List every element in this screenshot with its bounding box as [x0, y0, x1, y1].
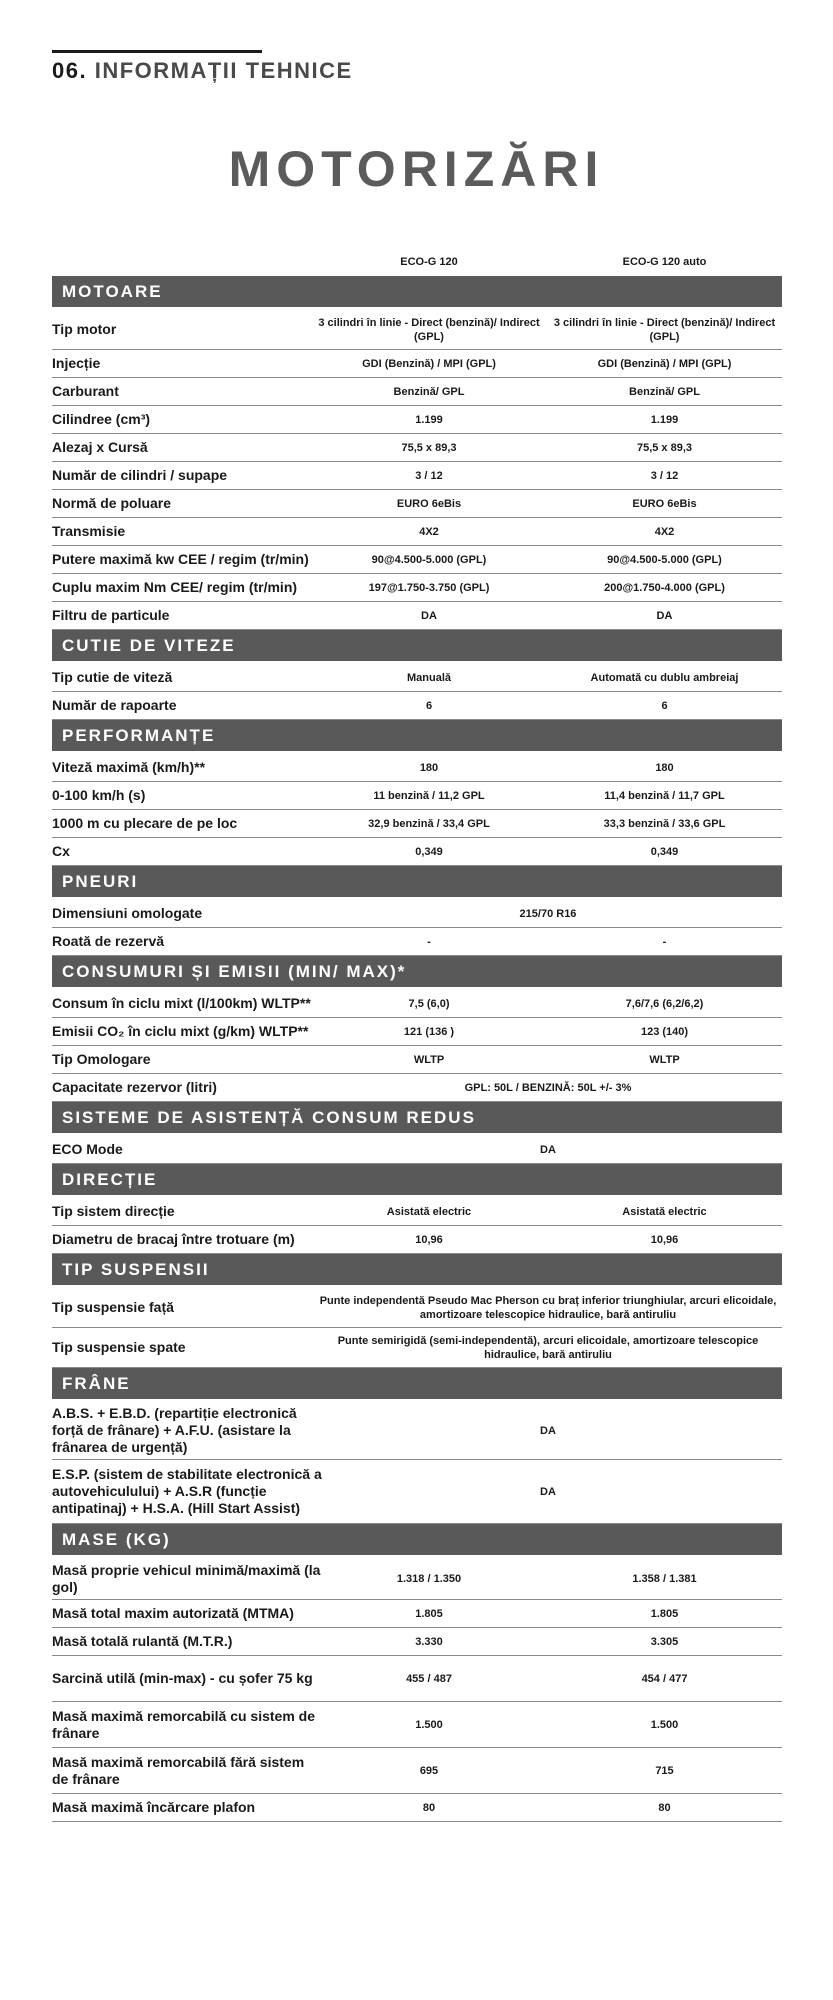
table-row: [52, 350, 782, 378]
row-value-1: Manuală: [406, 671, 451, 684]
row-label: Carburant: [52, 383, 119, 399]
header-rule: [52, 50, 262, 53]
row-value-1: 80: [422, 1801, 436, 1814]
row-label: Putere maximă kw CEE / regim (tr/min): [52, 551, 309, 567]
row-label: Sarcină utilă (min-max) - cu șofer 75 kg: [52, 1670, 313, 1686]
table-row: [52, 664, 782, 692]
row-label: Masă totală rulantă (M.T.R.): [52, 1633, 233, 1649]
row-value-shared: DA: [540, 1143, 556, 1156]
row-label: Transmisie: [52, 523, 126, 539]
row-value-1: 197@1.750-3.750 (GPL): [368, 581, 490, 594]
row-value-2: WLTP: [649, 1053, 680, 1066]
row-value-1: 695: [419, 1764, 439, 1777]
row-value-2: 90@4.500-5.000 (GPL): [607, 553, 722, 566]
group-header: FRÂNE: [52, 1368, 782, 1399]
row-label: Masă total maxim autorizată (MTMA): [52, 1605, 294, 1621]
row-value-shared: DA: [540, 1485, 556, 1498]
table-row: [52, 434, 782, 462]
row-label: Filtru de particule: [52, 607, 170, 623]
table-row: [52, 692, 782, 720]
table-row: [52, 1328, 782, 1368]
table-row: [52, 1402, 782, 1460]
row-value-shared: Punte semirigidă (semi-independentă), arcuri elicoidale, amortizoare telescopice hidraulice, bară antiruliu: [337, 1334, 759, 1361]
row-label: Viteză maximă (km/h)**: [52, 759, 206, 775]
table-row: [52, 1656, 782, 1702]
row-value-2: Benzină/ GPL: [629, 385, 700, 398]
table-row: [52, 1018, 782, 1046]
row-value-1: 121 (136 ): [403, 1025, 455, 1038]
row-value-2: 75,5 x 89,3: [636, 441, 693, 454]
table-row: [52, 1702, 782, 1748]
row-value-2: 6: [661, 699, 668, 712]
row-value-1: 75,5 x 89,3: [401, 441, 457, 454]
row-value-1: 11 benzină / 11,2 GPL: [373, 789, 485, 802]
table-row: [52, 1074, 782, 1102]
row-value-2: 0,349: [650, 845, 679, 858]
group-header: MOTOARE: [52, 276, 782, 307]
table-row: [52, 990, 782, 1018]
row-value-2: -: [662, 935, 667, 948]
row-label: Număr de cilindri / supape: [52, 467, 228, 483]
row-label: E.S.P. (sistem de stabilitate electronică a autovehiculului) + A.S.R (funcție antipatinaj) + H.S.A. (Hill Start Assist): [52, 1466, 322, 1516]
row-value-1: 90@4.500-5.000 (GPL): [371, 553, 487, 566]
row-value-2: 3.305: [650, 1635, 679, 1648]
table-row: [52, 1226, 782, 1254]
row-value-1: 3 / 12: [415, 469, 443, 482]
row-value-shared: Punte independentă Pseudo Mac Pherson cu braț inferior triunghiular, arcuri elicoidale, amortizoare telescopice hidraulice, bară antiruliu: [319, 1294, 777, 1321]
row-value-1: -: [427, 935, 431, 948]
section-heading: [52, 58, 353, 84]
row-label: Diametru de bracaj între trotuare (m): [52, 1231, 295, 1247]
row-value-shared: GPL: 50L / BENZINĂ: 50L +/- 3%: [464, 1081, 632, 1094]
group-header: SISTEME DE ASISTENȚĂ CONSUM REDUS: [52, 1102, 782, 1133]
group-header: CONSUMURI ȘI EMISII (MIN/ MAX)*: [52, 956, 782, 987]
table-row: [52, 1198, 782, 1226]
row-label: Masă maximă remorcabilă cu sistem de frânare: [52, 1707, 316, 1741]
row-label: Număr de rapoarte: [52, 697, 177, 713]
row-label: Masă maximă remorcabilă fără sistem de frânare: [52, 1753, 305, 1787]
page-title: MOTORIZĂRI: [228, 141, 605, 197]
column-header-1: ECO-G 120: [400, 256, 458, 268]
row-label: 1000 m cu plecare de pe loc: [52, 815, 238, 831]
row-label: Tip motor: [52, 321, 117, 337]
column-header-2: ECO-G 120 auto: [622, 256, 707, 268]
section-number: 06.: [52, 58, 88, 83]
row-value-2: 80: [658, 1801, 671, 1814]
row-value-1: 10,96: [415, 1233, 443, 1246]
section-name: INFORMAȚII TEHNICE: [94, 58, 353, 83]
row-value-2: 1.199: [650, 413, 679, 426]
row-value-shared: DA: [540, 1424, 556, 1437]
row-value-2: 180: [655, 761, 674, 774]
row-value-2: DA: [656, 609, 673, 622]
row-label: Tip sistem direcție: [52, 1203, 175, 1219]
row-label: Masă maximă încărcare plafon: [52, 1799, 256, 1815]
row-value-2: EURO 6eBis: [632, 497, 697, 510]
row-label: A.B.S. + E.B.D. (repartiție electronică forță de frânare) + A.F.U. (asistare la frânarea de urgență): [52, 1405, 297, 1455]
row-value-2: 3 / 12: [650, 469, 679, 482]
table-row: [52, 838, 782, 866]
table-row: [52, 574, 782, 602]
row-value-2: Automată cu dublu ambreiaj: [590, 671, 739, 684]
row-label: Cx: [52, 843, 70, 859]
row-value-1: 3.330: [415, 1635, 443, 1648]
table-row: [52, 1288, 782, 1328]
row-label: Tip suspensie spate: [52, 1339, 186, 1355]
row-value-2: 1.358 / 1.381: [632, 1572, 697, 1585]
row-value-1: 32,9 benzină / 33,4 GPL: [368, 817, 490, 830]
row-label: Roată de rezervă: [52, 933, 165, 949]
table-row: [52, 928, 782, 956]
group-header: PERFORMANȚE: [52, 720, 782, 751]
row-label: Tip cutie de viteză: [52, 669, 173, 685]
row-value-1: 1.318 / 1.350: [396, 1572, 462, 1585]
row-label: Injecție: [52, 355, 101, 371]
row-value-1: EURO 6eBis: [396, 497, 462, 510]
row-label: Capacitate rezervor (litri): [52, 1079, 217, 1095]
row-value-1: 1.500: [415, 1718, 443, 1731]
row-value-1: 455 / 487: [406, 1672, 452, 1685]
specs-table: [52, 276, 782, 1822]
row-value-2: 3 cilindri în linie - Direct (benzină)/ Indirect (GPL): [553, 316, 776, 343]
row-label: Tip Omologare: [52, 1051, 151, 1067]
row-value-2: 4X2: [654, 525, 675, 538]
table-row: [52, 900, 782, 928]
row-value-1: Asistată electric: [386, 1205, 472, 1218]
group-header: PNEURI: [52, 866, 782, 897]
row-value-1: 6: [425, 699, 433, 712]
row-label: Masă proprie vehicul minimă/maximă (la gol): [52, 1561, 321, 1595]
table-row: [52, 782, 782, 810]
table-row: [52, 1748, 782, 1794]
table-row: [52, 462, 782, 490]
table-row: [52, 1046, 782, 1074]
row-value-1: 3 cilindri în linie - Direct (benzină)/ Indirect (GPL): [318, 316, 540, 343]
row-value-2: Asistată electric: [622, 1205, 707, 1218]
row-value-1: 1.805: [415, 1607, 443, 1620]
row-value-2: 1.500: [650, 1718, 679, 1731]
row-value-2: GDI (Benzină) / MPI (GPL): [597, 357, 732, 370]
table-row: [52, 1600, 782, 1628]
row-value-1: 4X2: [419, 525, 439, 538]
table-row: [52, 602, 782, 630]
row-value-1: 1.199: [415, 413, 443, 426]
row-value-shared: 215/70 R16: [519, 907, 577, 920]
table-row: [52, 1628, 782, 1656]
row-value-1: 0,349: [415, 845, 443, 858]
table-row: [52, 490, 782, 518]
row-value-1: GDI (Benzină) / MPI (GPL): [362, 357, 496, 370]
group-header: TIP SUSPENSII: [52, 1254, 782, 1285]
table-row: [52, 1794, 782, 1822]
table-row: [52, 1460, 782, 1524]
table-row: [52, 310, 782, 350]
table-row: [52, 1558, 782, 1600]
row-label: ECO Mode: [52, 1141, 123, 1157]
row-label: Emisii CO₂ în ciclu mixt (g/km) WLTP**: [52, 1023, 309, 1039]
table-row: [52, 754, 782, 782]
row-value-2: 454 / 477: [641, 1672, 688, 1685]
table-row: [52, 378, 782, 406]
table-row: [52, 810, 782, 838]
row-value-2: 7,6/7,6 (6,2/6,2): [625, 997, 704, 1010]
table-row: [52, 518, 782, 546]
row-label: Consum în ciclu mixt (l/100km) WLTP**: [52, 995, 311, 1011]
table-row: [52, 1136, 782, 1164]
group-header: DIRECȚIE: [52, 1164, 782, 1195]
row-label: Cilindree (cm³): [52, 411, 151, 427]
row-value-1: 7,5 (6,0): [408, 997, 450, 1010]
row-value-2: 10,96: [650, 1233, 679, 1246]
row-value-1: Benzină/ GPL: [393, 385, 465, 398]
group-header: MASE (KG): [52, 1524, 782, 1555]
table-row: [52, 546, 782, 574]
row-label: Cuplu maxim Nm CEE/ regim (tr/min): [52, 579, 298, 595]
row-value-2: 11,4 benzină / 11,7 GPL: [604, 789, 725, 802]
row-label: 0-100 km/h (s): [52, 787, 146, 803]
row-value-2: 1.805: [650, 1607, 679, 1620]
row-value-2: 123 (140): [640, 1025, 689, 1038]
row-value-1: WLTP: [413, 1053, 445, 1066]
row-value-1: 180: [419, 761, 439, 774]
table-row: [52, 406, 782, 434]
row-value-2: 200@1.750-4.000 (GPL): [604, 581, 725, 594]
row-label: Tip suspensie față: [52, 1299, 174, 1315]
row-value-1: DA: [421, 609, 437, 622]
row-label: Dimensiuni omologate: [52, 905, 203, 921]
row-label: Normă de poluare: [52, 495, 172, 511]
row-value-2: 715: [655, 1764, 674, 1777]
row-label: Alezaj x Cursă: [52, 439, 148, 455]
row-value-2: 33,3 benzină / 33,6 GPL: [603, 817, 726, 830]
group-header: CUTIE DE VITEZE: [52, 630, 782, 661]
